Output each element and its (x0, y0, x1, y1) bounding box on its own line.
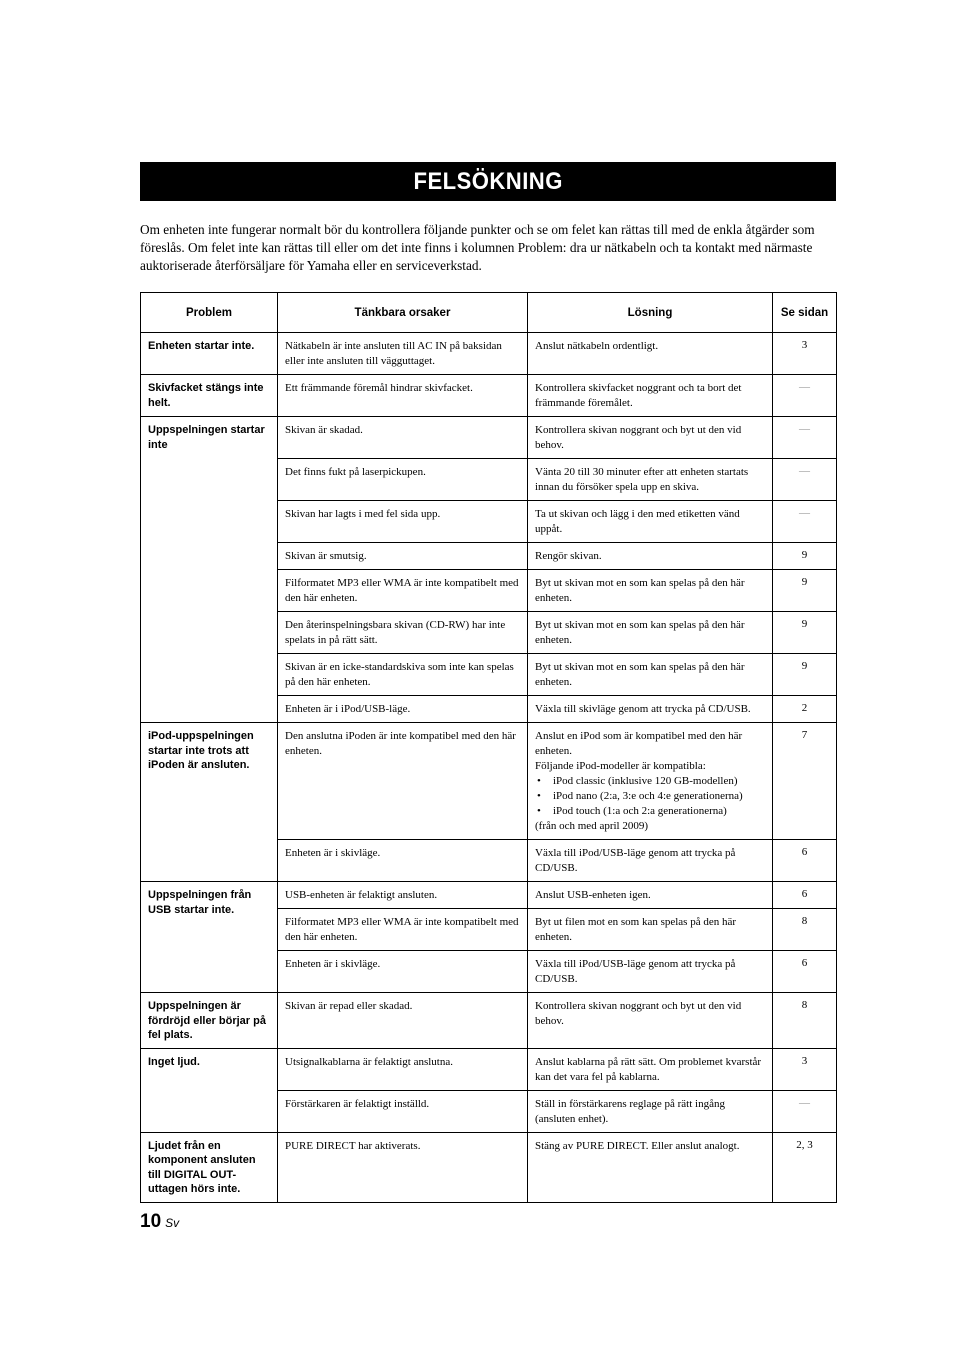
cause-cell: USB-enheten är felaktigt ansluten. (278, 882, 528, 909)
table-row (141, 1132, 837, 1202)
cause-cell: Den återinspelningsbara skivan (CD-RW) har inte spelats in på rätt sätt. (278, 612, 528, 654)
cause-cell: Skivan är en icke-standardskiva som inte kan spelas på den här enheten. (278, 654, 528, 696)
header-page: Se sidan (773, 293, 837, 333)
table-row (141, 417, 837, 459)
solution-cell: Kontrollera skivfacket noggrant och ta bort det främmande föremålet. (528, 375, 773, 417)
intro-paragraph: Om enheten inte fungerar normalt bör du kontrollera följande punkter och se om felet kan rättas till med de enkla åtgärder som föreslås. Om felet inte kan rättas till eller om det inte finns i kolumnen Problem: dra ur nätkabeln och ta kontakt med närmaste auktoriserade återförsäljare för Yamaha eller en serviceverkstad. (140, 222, 815, 273)
solution-cell: Kontrollera skivan noggrant och byt ut den vid behov. (528, 993, 773, 1049)
solution-cell: Ställ in förstärkarens reglage på rätt ingång (ansluten enhet). (528, 1090, 773, 1132)
page-ref-cell: 6 (773, 882, 837, 909)
solution-text: Anslut en iPod som är kompatibel med den här enheten. (535, 730, 743, 757)
page-ref-cell: 9 (773, 654, 837, 696)
problem-cell: Uppspelningen från USB startar inte. (141, 882, 278, 993)
problem-cell: Skivfacket stängs inte helt. (141, 375, 278, 417)
language-code: Sv (165, 1216, 180, 1230)
problem-cell: Inget ljud. (141, 1048, 278, 1132)
list-item: • iPod classic (inklusive 120 GB-modellen) (535, 774, 765, 789)
solution-cell: Ta ut skivan och lägg i den med etiketten vänd uppåt. (528, 501, 773, 543)
list-item: • iPod touch (1:a och 2:a generationerna) (535, 804, 765, 819)
page-ref-cell: 9 (773, 570, 837, 612)
cause-cell: PURE DIRECT har aktiverats. (278, 1132, 528, 1202)
page-ref-cell: 2, 3 (773, 1132, 837, 1202)
cause-cell: Skivan är repad eller skadad. (278, 993, 528, 1049)
page-title: FELSÖKNING (413, 167, 563, 195)
cause-cell: Ett främmande föremål hindrar skivfacket. (278, 375, 528, 417)
table-row (141, 723, 837, 840)
page-ref-cell: 6 (773, 840, 837, 882)
cause-cell: Utsignalkablarna är felaktigt anslutna. (278, 1048, 528, 1090)
solution-text-line2: Följande iPod-modeller är kompatibla: (535, 760, 706, 772)
page-ref-cell: 8 (773, 909, 837, 951)
solution-cell (528, 723, 773, 840)
page-ref-cell: — (773, 417, 837, 459)
page-footer (140, 1211, 179, 1233)
page-ref-cell: 3 (773, 1048, 837, 1090)
cause-cell: Filformatet MP3 eller WMA är inte kompatibelt med den här enheten. (278, 909, 528, 951)
cause-cell: Den anslutna iPoden är inte kompatibel med den här enheten. (278, 723, 528, 840)
solution-cell: Stäng av PURE DIRECT. Eller anslut analogt. (528, 1132, 773, 1202)
list-item: • iPod nano (2:a, 3:e och 4:e generationerna) (535, 789, 765, 804)
solution-cell: Anslut kablarna på rätt sätt. Om problemet kvarstår kan det vara fel på kablarna. (528, 1048, 773, 1090)
solution-cell: Anslut USB-enheten igen. (528, 882, 773, 909)
compatible-model-list (535, 774, 765, 819)
page-ref-cell: 7 (773, 723, 837, 840)
cause-cell: Nätkabeln är inte ansluten till AC IN på baksidan eller inte ansluten till vägguttaget. (278, 333, 528, 375)
cause-cell: Filformatet MP3 eller WMA är inte kompatibelt med den här enheten. (278, 570, 528, 612)
solution-cell: Byt ut skivan mot en som kan spelas på den här enheten. (528, 570, 773, 612)
problem-cell: Enheten startar inte. (141, 333, 278, 375)
solution-cell: Byt ut skivan mot en som kan spelas på den här enheten. (528, 654, 773, 696)
cause-cell: Enheten är i iPod/USB-läge. (278, 696, 528, 723)
page-title-bar (140, 162, 836, 201)
troubleshooting-table (140, 292, 837, 1203)
page-ref-cell: 2 (773, 696, 837, 723)
page-ref-cell: — (773, 1090, 837, 1132)
table-row (141, 882, 837, 909)
header-cause: Tänkbara orsaker (278, 293, 528, 333)
table-row (141, 333, 837, 375)
cause-cell: Enheten är i skivläge. (278, 951, 528, 993)
header-problem: Problem (141, 293, 278, 333)
page-ref-cell: — (773, 375, 837, 417)
solution-cell: Växla till skivläge genom att trycka på CD/USB. (528, 696, 773, 723)
problem-cell: Uppspelningen startar inte (141, 417, 278, 723)
problem-cell: iPod-uppspelningen startar inte trots att iPoden är ansluten. (141, 723, 278, 882)
table-row (141, 375, 837, 417)
page-ref-cell: 6 (773, 951, 837, 993)
cause-cell: Skivan har lagts i med fel sida upp. (278, 501, 528, 543)
solution-cell: Växla till iPod/USB-läge genom att trycka på CD/USB. (528, 840, 773, 882)
table-header-row (141, 293, 837, 333)
cause-cell: Skivan är skadad. (278, 417, 528, 459)
table-row (141, 993, 837, 1049)
table-body (141, 333, 837, 1203)
page-ref-cell: 9 (773, 612, 837, 654)
cause-cell: Förstärkaren är felaktigt inställd. (278, 1090, 528, 1132)
page-ref-cell: 8 (773, 993, 837, 1049)
solution-cell: Vänta 20 till 30 minuter efter att enheten startats innan du försöker spela upp en skiva. (528, 459, 773, 501)
page-ref-cell: 3 (773, 333, 837, 375)
solution-cell: Kontrollera skivan noggrant och byt ut den vid behov. (528, 417, 773, 459)
solution-cell: Anslut nätkabeln ordentligt. (528, 333, 773, 375)
page-ref-cell: — (773, 501, 837, 543)
solution-cell: Växla till iPod/USB-läge genom att trycka på CD/USB. (528, 951, 773, 993)
problem-cell: Uppspelningen är fördröjd eller börjar på fel plats. (141, 993, 278, 1049)
page-number: 10 (140, 1211, 162, 1232)
solution-cell: Byt ut filen mot en som kan spelas på den här enheten. (528, 909, 773, 951)
page-ref-cell: — (773, 459, 837, 501)
solution-cell: Rengör skivan. (528, 543, 773, 570)
solution-cell: Byt ut skivan mot en som kan spelas på den här enheten. (528, 612, 773, 654)
page-ref-cell: 9 (773, 543, 837, 570)
cause-cell: Enheten är i skivläge. (278, 840, 528, 882)
solution-tail: (från och med april 2009) (535, 820, 649, 832)
table-row (141, 1048, 837, 1090)
cause-cell: Det finns fukt på laserpickupen. (278, 459, 528, 501)
cause-cell: Skivan är smutsig. (278, 543, 528, 570)
problem-cell: Ljudet från en komponent ansluten till DIGITAL OUT-uttagen hörs inte. (141, 1132, 278, 1202)
header-solution: Lösning (528, 293, 773, 333)
